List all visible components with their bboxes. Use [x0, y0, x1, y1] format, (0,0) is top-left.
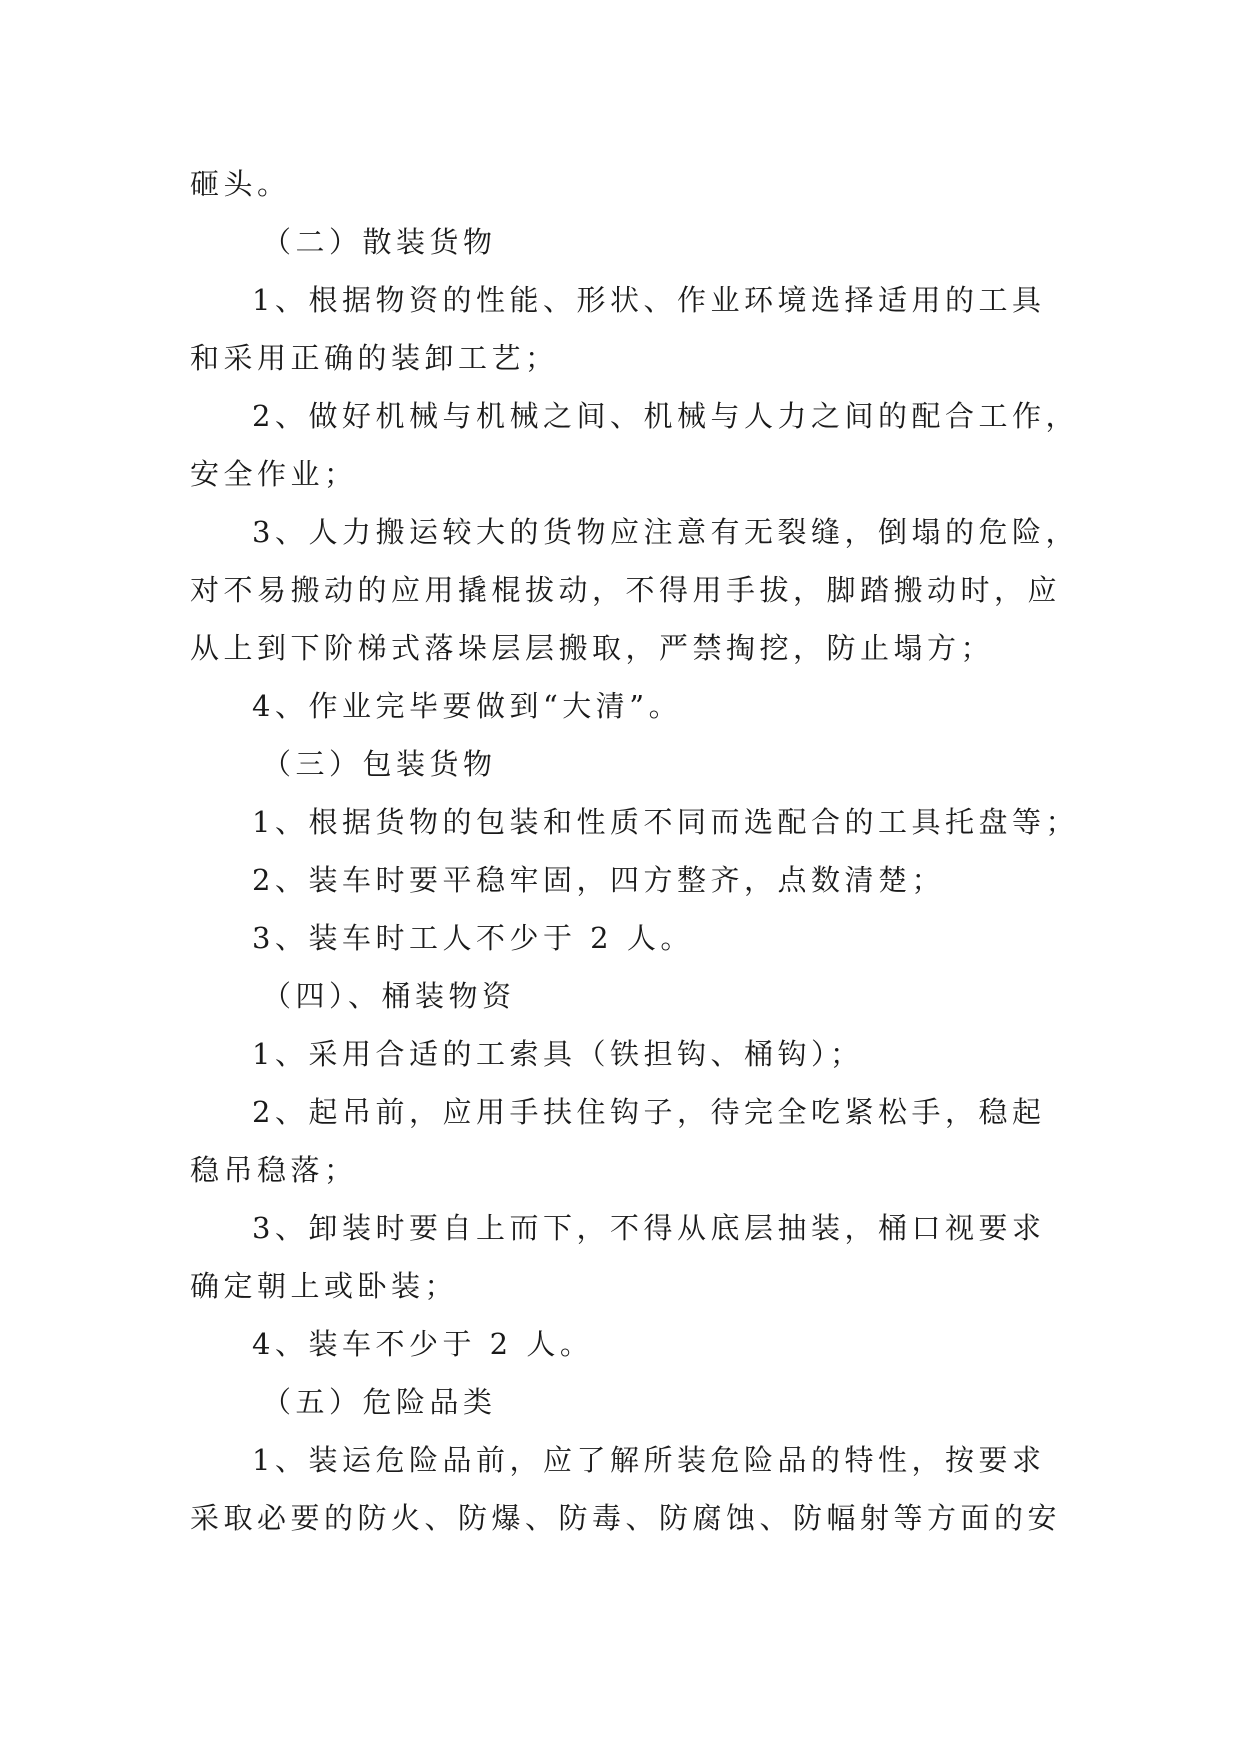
- text-line: 稳吊稳落；: [190, 1153, 358, 1187]
- text-line: 安全作业；: [190, 457, 358, 491]
- text-line: 对不易搬动的应用撬棍拔动，不得用手拔，脚踏搬动时，应: [190, 573, 1062, 607]
- text-line: 砸头。: [190, 167, 291, 201]
- text-line: 3、卸装时要自上而下，不得从底层抽装，桶口视要求: [252, 1211, 1046, 1245]
- text-line: 从上到下阶梯式落垛层层搬取，严禁掏挖，防止塌方；: [190, 631, 995, 665]
- text-line: 和采用正确的装卸工艺；: [190, 341, 559, 375]
- text-line: 2、起吊前，应用手扶住钩子，待完全吃紧松手，稳起: [252, 1095, 1046, 1129]
- text-line: 4、作业完毕要做到“大清”。: [252, 689, 683, 723]
- document-body: [190, 155, 1079, 1547]
- text-line: 3、装车时工人不少于 2 人。: [252, 921, 694, 955]
- text-line: 1、采用合适的工索具（铁担钩、桶钩）；: [252, 1037, 864, 1071]
- section-heading: （三）包装货物: [262, 747, 497, 781]
- text-line: 确定朝上或卧装；: [190, 1269, 459, 1303]
- section-heading: （五）危险品类: [262, 1385, 497, 1419]
- text-line: 2、做好机械与机械之间、机械与人力之间的配合工作，: [252, 399, 1079, 433]
- section-heading: （四）、桶装物资: [262, 979, 516, 1013]
- text-line: 4、装车不少于 2 人。: [252, 1327, 594, 1361]
- text-line: 3、人力搬运较大的货物应注意有无裂缝，倒塌的危险，: [252, 515, 1079, 549]
- text-line: 采取必要的防火、防爆、防毒、防腐蚀、防幅射等方面的安: [190, 1501, 1062, 1535]
- text-line: 1、根据物资的性能、形状、作业环境选择适用的工具: [252, 283, 1046, 317]
- text-line: 1、根据货物的包装和性质不同而选配合的工具托盘等；: [252, 805, 1079, 839]
- section-heading: （二）散装货物: [262, 225, 497, 259]
- text-line: 1、装运危险品前，应了解所装危险品的特性，按要求: [252, 1443, 1046, 1477]
- text-line: 2、装车时要平稳牢固，四方整齐，点数清楚；: [252, 863, 945, 897]
